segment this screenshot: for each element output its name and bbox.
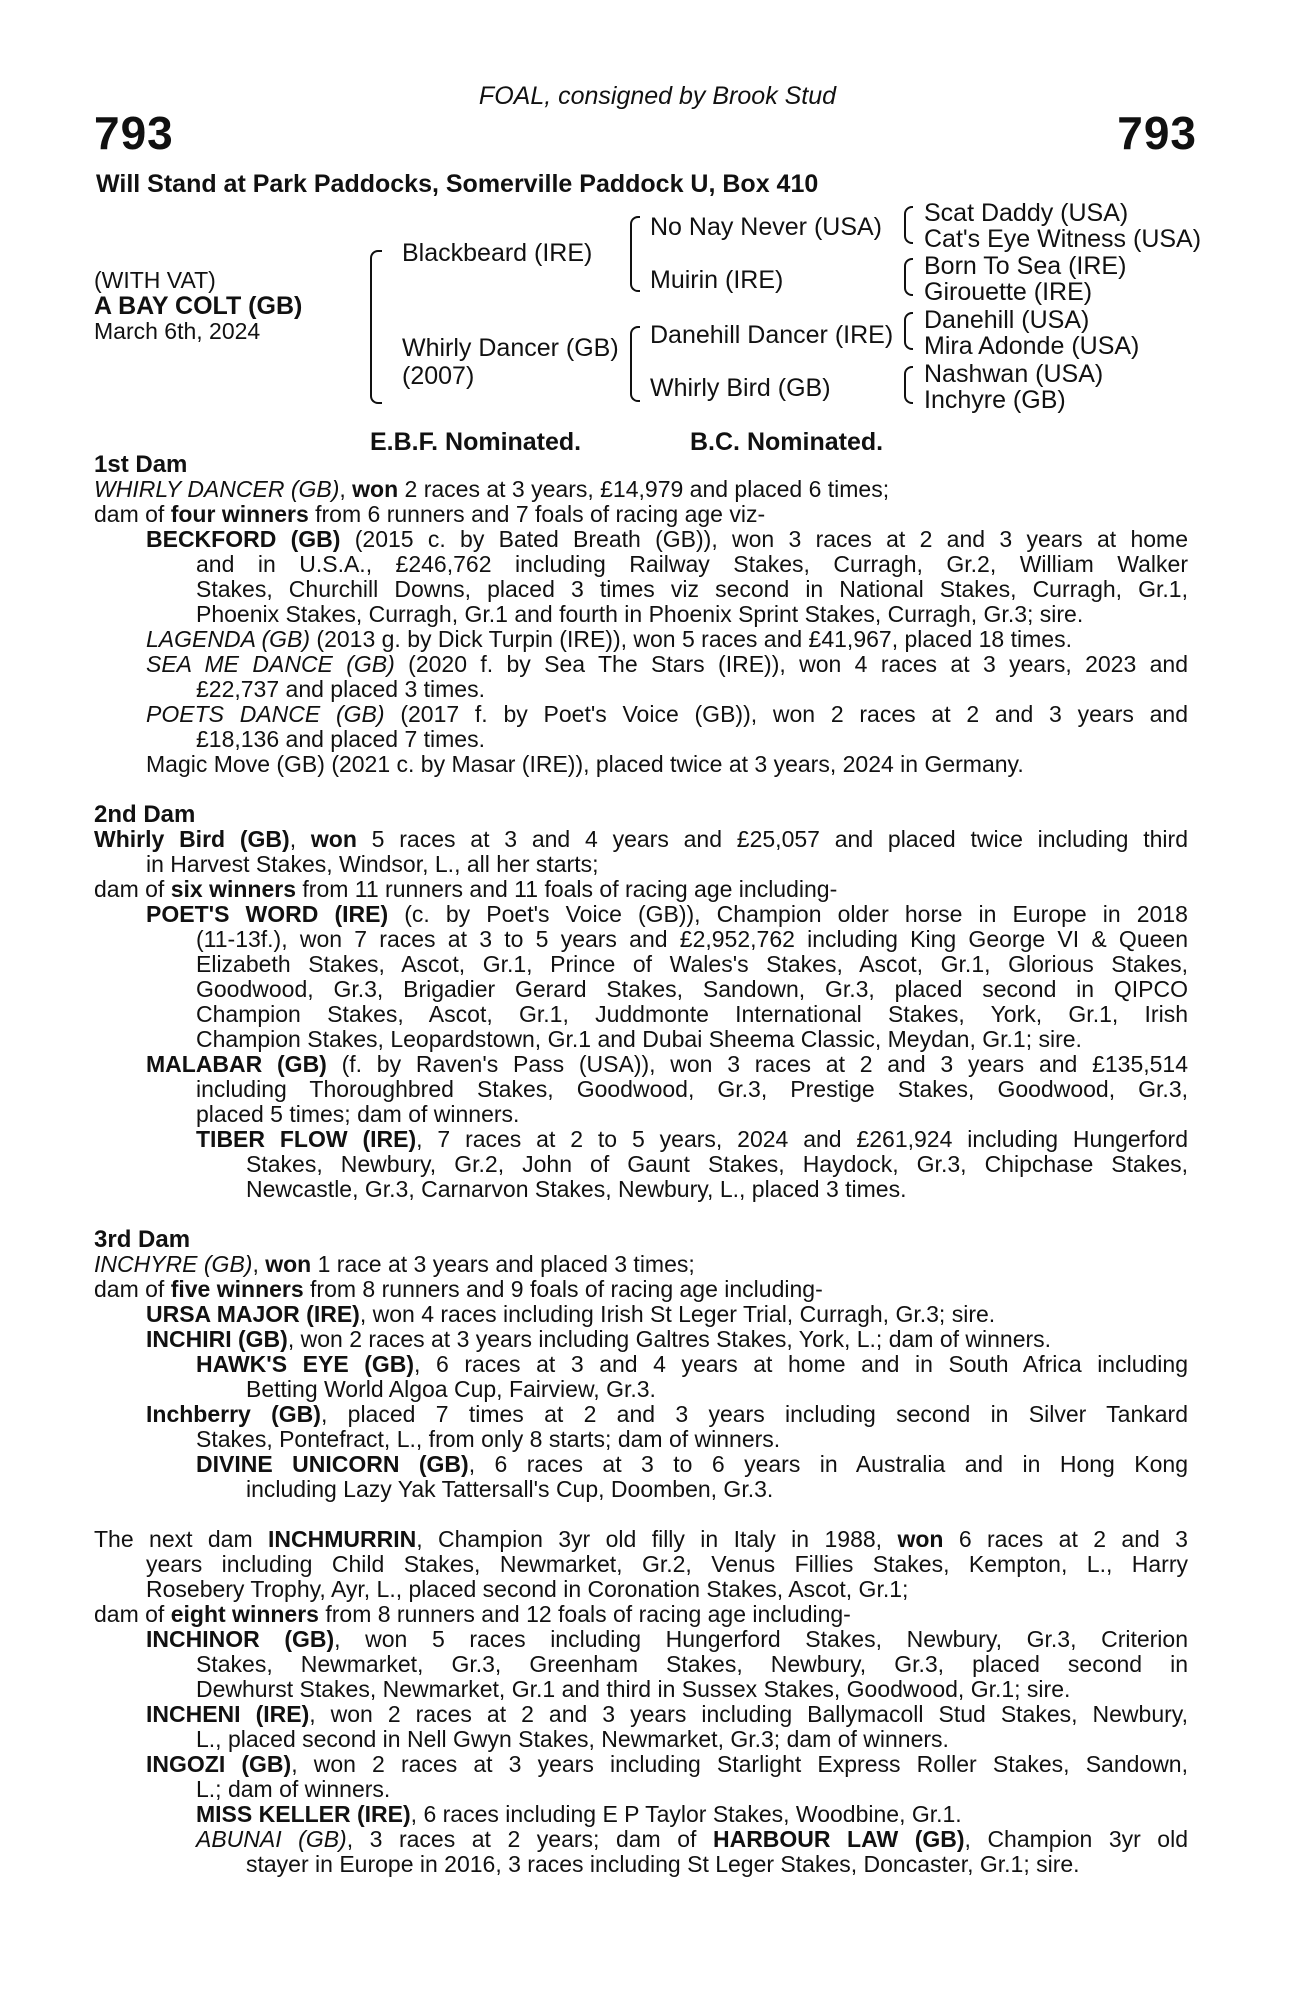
next-dam-line: L., placed second in Nell Gwyn Stakes, Newmarket, Gr.3; dam of winners.: [196, 1726, 949, 1752]
first-dam-line: BECKFORD (GB) (2015 c. by Bated Breath (GB)), won 3 races at 2 and 3 years at home: [146, 526, 1188, 552]
lot-number-left: 793: [94, 107, 174, 159]
brace-sd: [904, 258, 913, 296]
third-dam-line: Inchberry (GB), placed 7 times at 2 and 3 years including second in Silver Tankard: [146, 1401, 1189, 1427]
first-dam-line: £22,737 and placed 3 times.: [196, 676, 485, 702]
second-dam-line: (11-13f.), won 7 races at 3 to 5 years and £2,952,762 including King George VI & Queen: [196, 926, 1188, 952]
pedigree-dam: Whirly Dancer (GB): [402, 334, 619, 362]
second-dam-line: Newcastle, Gr.3, Carnarvon Stakes, Newbury, L., placed 3 times.: [246, 1176, 907, 1202]
second-dam-line: including Thoroughbred Stakes, Goodwood, Gr.3, Prestige Stakes, Goodwood, Gr.3,: [196, 1076, 1188, 1102]
consignor-line: FOAL, consigned by Brook Stud: [478, 82, 837, 110]
pedigree-dam-sire: Danehill Dancer (IRE): [650, 321, 894, 349]
pedigree-dam-dam: Whirly Bird (GB): [650, 374, 831, 402]
pedigree-sire: Blackbeard (IRE): [402, 239, 593, 267]
pedigree-ssd: Cat's Eye Witness (USA): [924, 225, 1202, 253]
foaling-date: March 6th, 2024: [94, 318, 261, 344]
second-dam-line: TIBER FLOW (IRE), 7 races at 2 to 5 years, 2024 and £261,924 including Hungerford: [196, 1126, 1189, 1152]
sire-brace: [630, 216, 640, 292]
pedigree-sds: Born To Sea (IRE): [924, 252, 1127, 280]
pedigree-sire-dam: Muirin (IRE): [650, 266, 784, 294]
stand-location: Will Stand at Park Paddocks, Somerville Paddock U, Box 410: [96, 170, 819, 198]
pedigree-sire-sire: No Nay Never (USA): [650, 213, 882, 241]
second-dam-line: placed 5 times; dam of winners.: [196, 1101, 520, 1127]
third-dam-produce-summary: dam of five winners from 8 runners and 9 foals of racing age including-: [94, 1276, 823, 1302]
first-dam-line: SEA ME DANCE (GB) (2020 f. by Sea The Stars (IRE)), won 4 races at 3 years, 2023 and: [146, 651, 1188, 677]
horse-name: A BAY COLT (GB): [94, 292, 303, 320]
brace-dd: [904, 366, 913, 404]
next-dam-line: The next dam INCHMURRIN, Champion 3yr old filly in Italy in 1988, won 6 races at 2 and 3: [94, 1526, 1188, 1552]
lot-number-right: 793: [1117, 107, 1197, 159]
second-dam-line: MALABAR (GB) (f. by Raven's Pass (USA)), won 3 races at 2 and 3 years and £135,514: [146, 1051, 1188, 1077]
first-dam-line: Stakes, Churchill Downs, placed 3 times viz second in National Stakes, Curragh, Gr.1,: [196, 576, 1188, 602]
next-dam-line: years including Child Stakes, Newmarket, Gr.2, Venus Fillies Stakes, Kempton, L., Harry: [146, 1551, 1188, 1577]
next-dam-line: MISS KELLER (IRE), 6 races including E P Taylor Stakes, Woodbine, Gr.1.: [196, 1801, 962, 1827]
second-dam-line: Champion Stakes, Leopardstown, Gr.1 and Dubai Sheema Classic, Meydan, Gr.1; sire.: [196, 1026, 1082, 1052]
third-dam-line: Betting World Algoa Cup, Fairview, Gr.3.: [246, 1376, 656, 1402]
third-dam-line: DIVINE UNICORN (GB), 6 races at 3 to 6 years in Australia and in Hong Kong: [196, 1451, 1188, 1477]
dam-brace: [630, 326, 640, 402]
pedigree-dds: Nashwan (USA): [924, 360, 1104, 388]
first-dam-line: Magic Move (GB) (2021 c. by Masar (IRE)), placed twice at 3 years, 2024 in Germany.: [146, 751, 1024, 777]
first-dam-produce-summary: dam of four winners from 6 runners and 7 foals of racing age viz-: [94, 501, 766, 527]
first-dam-line: WHIRLY DANCER (GB), won 2 races at 3 years, £14,979 and placed 6 times;: [94, 476, 890, 502]
pedigree-ddd: Inchyre (GB): [924, 386, 1066, 414]
second-dam-line: POET'S WORD (IRE) (c. by Poet's Voice (GB)), Champion older horse in Europe in 2018: [146, 901, 1188, 927]
pedigree-sdd: Girouette (IRE): [924, 278, 1093, 306]
third-dam-line: HAWK'S EYE (GB), 6 races at 3 and 4 years at home and in South Africa including: [196, 1351, 1188, 1377]
third-dam-line: Stakes, Pontefract, L., from only 8 starts; dam of winners.: [196, 1426, 781, 1452]
second-dam-line: Whirly Bird (GB), won 5 races at 3 and 4 years and £25,057 and placed twice including third: [94, 826, 1188, 852]
first-dam-line: £18,136 and placed 7 times.: [196, 726, 485, 752]
next-dam-line: stayer in Europe in 2016, 3 races including St Leger Stakes, Doncaster, Gr.1; sire.: [246, 1851, 1080, 1877]
third-dam-heading: 3rd Dam: [94, 1226, 191, 1253]
first-dam-line: and in U.S.A., £246,762 including Railway Stakes, Curragh, Gr.2, William Walker: [196, 551, 1188, 577]
second-dam-line: Stakes, Newbury, Gr.2, John of Gaunt Stakes, Haydock, Gr.3, Chipchase Stakes,: [246, 1151, 1188, 1177]
next-dam-line: Dewhurst Stakes, Newmarket, Gr.1 and third in Sussex Stakes, Goodwood, Gr.1; sire.: [196, 1676, 1071, 1702]
next-dam-line: INCHINOR (GB), won 5 races including Hungerford Stakes, Newbury, Gr.3, Criterion: [146, 1626, 1188, 1652]
second-dam-heading: 2nd Dam: [94, 801, 196, 828]
next-dam-produce-summary: dam of eight winners from 8 runners and 12 foals of racing age including-: [94, 1601, 851, 1627]
first-dam-line: Phoenix Stakes, Curragh, Gr.1 and fourth in Phoenix Sprint Stakes, Curragh, Gr.3; sire.: [196, 601, 1084, 627]
brace-ss: [904, 206, 913, 244]
first-dam-line: POETS DANCE (GB) (2017 f. by Poet's Voice (GB)), won 2 races at 2 and 3 years and: [146, 701, 1188, 727]
pedigree-main-brace: [370, 250, 382, 404]
second-dam-produce-summary: dam of six winners from 11 runners and 11 foals of racing age including-: [94, 876, 838, 902]
next-dam-line: INCHENI (IRE), won 2 races at 2 and 3 years including Ballymacoll Stud Stakes, Newbury,: [146, 1701, 1188, 1727]
pedigree-sss: Scat Daddy (USA): [924, 199, 1129, 227]
third-dam-line: INCHIRI (GB), won 2 races at 3 years including Galtres Stakes, York, L.; dam of winners.: [146, 1326, 1052, 1352]
third-dam-line: including Lazy Yak Tattersall's Cup, Doomben, Gr.3.: [246, 1476, 774, 1502]
second-dam-line: in Harvest Stakes, Windsor, L., all her starts;: [146, 851, 599, 877]
next-dam-line: INGOZI (GB), won 2 races at 3 years including Starlight Express Roller Stakes, Sandown,: [146, 1751, 1188, 1777]
ebf-nominated: E.B.F. Nominated.: [370, 428, 582, 456]
next-dam-line: Stakes, Newmarket, Gr.3, Greenham Stakes, Newbury, Gr.3, placed second in: [196, 1651, 1188, 1677]
brace-ds: [904, 312, 913, 350]
third-dam-line: INCHYRE (GB), won 1 race at 3 years and placed 3 times;: [94, 1251, 695, 1277]
vat-note: (WITH VAT): [94, 267, 216, 293]
pedigree-dss: Danehill (USA): [924, 306, 1090, 334]
first-dam-line: LAGENDA (GB) (2013 g. by Dick Turpin (IRE)), won 5 races and £41,967, placed 18 times.: [146, 626, 1072, 652]
second-dam-line: Champion Stakes, Ascot, Gr.1, Juddmonte International Stakes, York, Gr.1, Irish: [196, 1001, 1188, 1027]
bc-nominated: B.C. Nominated.: [690, 428, 884, 456]
next-dam-line: ABUNAI (GB), 3 races at 2 years; dam of HARBOUR LAW (GB), Champion 3yr old: [196, 1826, 1188, 1852]
second-dam-line: Goodwood, Gr.3, Brigadier Gerard Stakes, Sandown, Gr.3, placed second in QIPCO: [196, 976, 1188, 1002]
pedigree-dsd: Mira Adonde (USA): [924, 332, 1140, 360]
second-dam-line: Elizabeth Stakes, Ascot, Gr.1, Prince of Wales's Stakes, Ascot, Gr.1, Glorious Stakes,: [196, 951, 1188, 977]
pedigree-dam-year: (2007): [402, 362, 475, 390]
first-dam-heading: 1st Dam: [94, 451, 188, 478]
third-dam-line: URSA MAJOR (IRE), won 4 races including Irish St Leger Trial, Curragh, Gr.3; sire.: [146, 1301, 996, 1327]
next-dam-line: Rosebery Trophy, Ayr, L., placed second in Coronation Stakes, Ascot, Gr.1;: [146, 1576, 909, 1602]
next-dam-line: L.; dam of winners.: [196, 1776, 391, 1802]
